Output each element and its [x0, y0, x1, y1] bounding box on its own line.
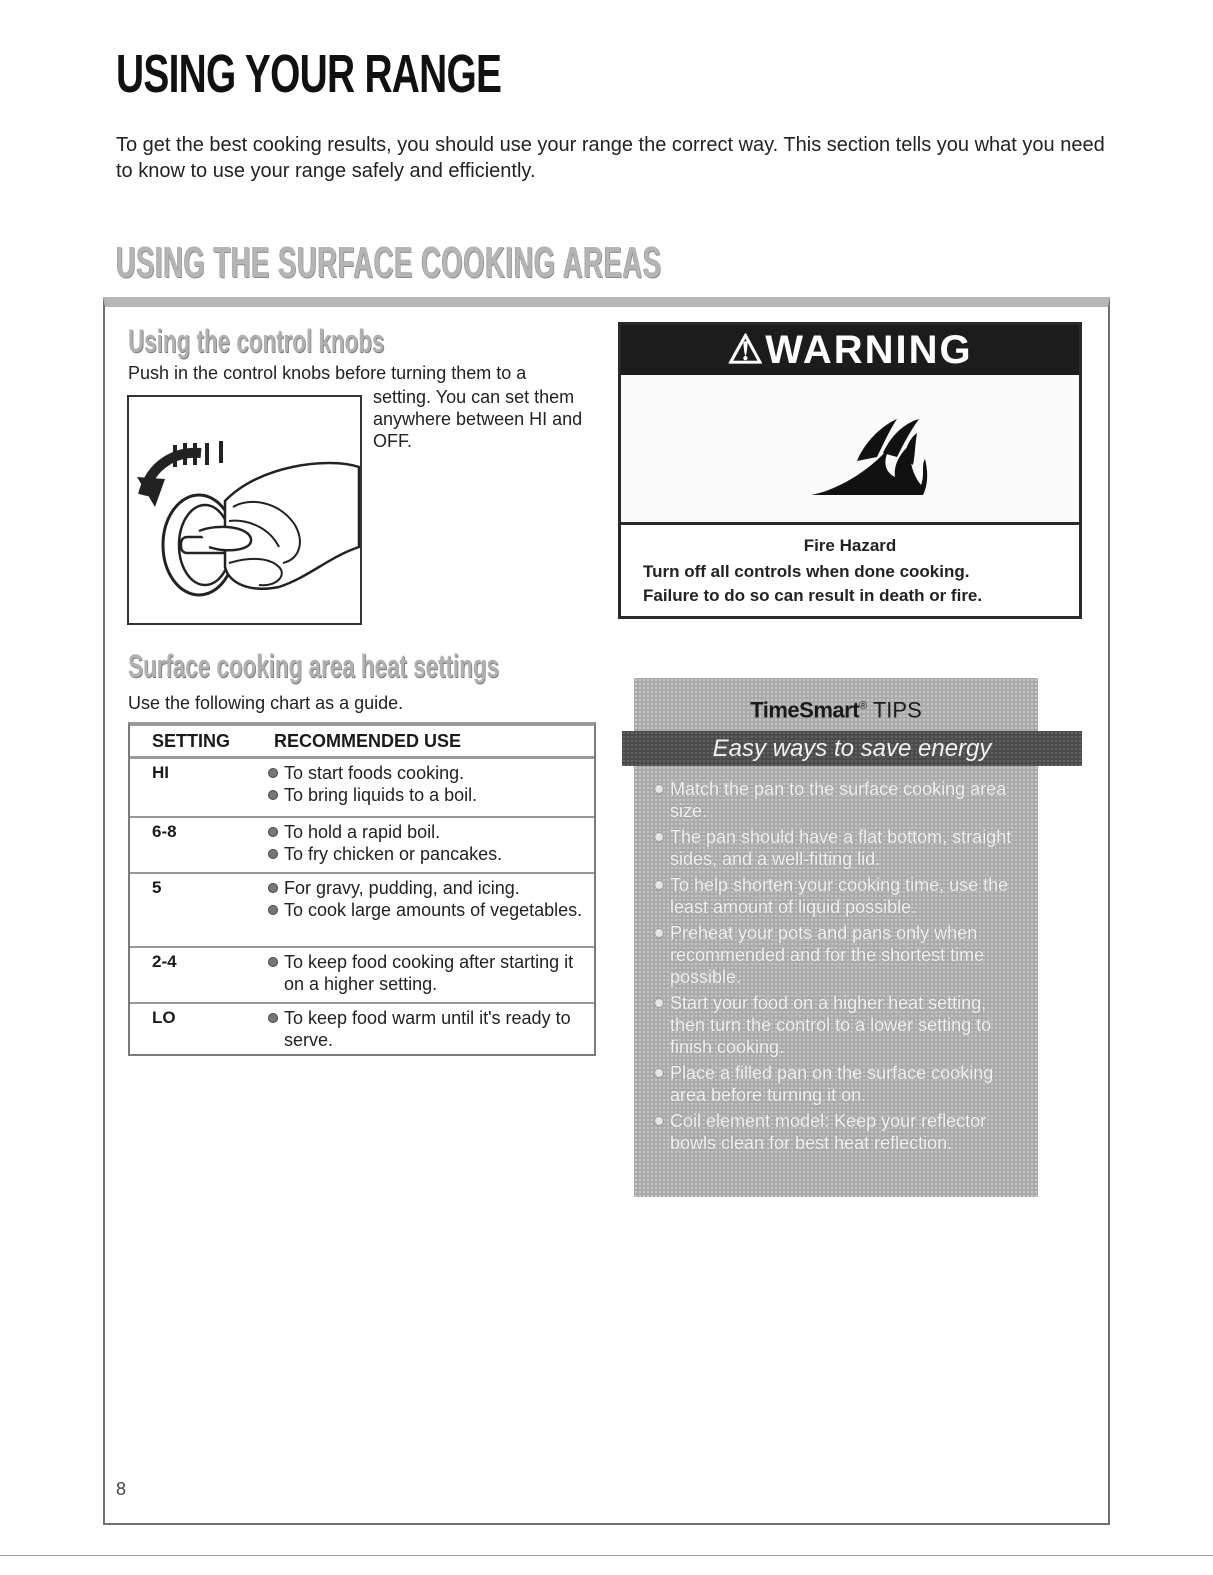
- row-uses: [266, 1007, 586, 1051]
- bullet-icon: [654, 880, 664, 890]
- use-text: To keep food cooking after starting it on a higher setting.: [284, 952, 574, 994]
- use-text: To fry chicken or pancakes.: [284, 844, 503, 864]
- table-row: [130, 818, 594, 874]
- use-text: To bring liquids to a boil.: [284, 785, 478, 805]
- table-row: [130, 874, 594, 948]
- tip-text: The pan should have a flat bottom, straight sides, and a well-fitting lid.: [670, 827, 1012, 869]
- tips-title: [634, 692, 1038, 724]
- bullet-icon: [654, 1068, 664, 1078]
- knobs-text-rest: setting. You can set them anywhere between HI and OFF.: [373, 387, 583, 451]
- knobs-heading: Using the control knobs: [128, 323, 385, 359]
- section-title: USING THE SURFACE COOKING AREAS: [116, 238, 662, 287]
- bullet-icon: [654, 928, 664, 938]
- use-text: For gravy, pudding, and icing.: [284, 878, 520, 898]
- row-setting: 6-8: [152, 822, 177, 841]
- knobs-text-line1: Push in the control knobs before turning them to a: [128, 363, 527, 383]
- table-row: [130, 759, 594, 818]
- use-item: [266, 951, 586, 995]
- tip-item: [652, 992, 1024, 1058]
- tips-trademark: ®: [859, 700, 868, 712]
- warning-picture: [621, 375, 1079, 525]
- bullet-icon: [268, 768, 278, 778]
- tips-brand: TimeSmart: [750, 697, 860, 723]
- use-item: [266, 762, 586, 784]
- hand-turning-knob-icon: [129, 397, 360, 623]
- bullet-icon: [654, 998, 664, 1008]
- bullet-icon: [654, 832, 664, 842]
- tips-list: [652, 778, 1024, 1158]
- use-text: To cook large amounts of vegetables.: [284, 900, 583, 920]
- use-item: [266, 1007, 586, 1051]
- tip-text: Start your food on a higher heat setting, then turn the control to a lower setting to finish cooking.: [670, 993, 992, 1057]
- use-item: [266, 843, 586, 865]
- bullet-icon: [268, 957, 278, 967]
- tip-text: To help shorten your cooking time, use the least amount of liquid possible.: [670, 875, 1009, 917]
- row-uses: [266, 877, 586, 921]
- fire-icon: [621, 375, 1079, 525]
- tip-item: [652, 922, 1024, 988]
- table-row: [130, 1004, 594, 1056]
- use-item: [266, 899, 586, 921]
- column-header-setting: SETTING: [152, 731, 231, 751]
- heat-settings-heading: Surface cooking area heat settings: [128, 648, 499, 684]
- knob-illustration: [127, 395, 362, 625]
- bullet-icon: [654, 784, 664, 794]
- bullet-icon: [268, 827, 278, 837]
- intro-paragraph: To get the best cooking results, you should use your range the correct way. This section tells you what you need to know to use your range safely and efficiently.: [116, 134, 1105, 182]
- use-item: [266, 784, 586, 806]
- bullet-icon: [268, 905, 278, 915]
- page-number: 8: [116, 1479, 127, 1499]
- bottom-rule: [0, 1555, 1213, 1556]
- page-title: USING YOUR RANGE: [116, 44, 502, 104]
- row-uses: [266, 762, 586, 806]
- warning-hazard: Fire Hazard: [803, 536, 897, 555]
- warning-line2: Failure to do so can result in death or fire.: [643, 586, 983, 605]
- bullet-icon: [654, 1116, 664, 1126]
- use-item: [266, 821, 586, 843]
- use-text: To start foods cooking.: [284, 763, 465, 783]
- tip-item: [652, 778, 1024, 822]
- row-setting: 5: [152, 878, 162, 897]
- fire-warning-box: [618, 322, 1082, 619]
- tip-text: Coil element model: Keep your reflector bowls clean for best heat reflection.: [670, 1111, 987, 1153]
- tips-banner: Easy ways to save energy: [622, 731, 1082, 766]
- bullet-icon: [268, 790, 278, 800]
- heat-settings-caption: Use the following chart as a guide.: [128, 693, 404, 713]
- tip-text: Match the pan to the surface cooking area size.: [670, 779, 1007, 821]
- bullet-icon: [268, 1013, 278, 1023]
- bullet-icon: [268, 883, 278, 893]
- tip-item: [652, 826, 1024, 870]
- row-uses: [266, 951, 586, 995]
- tips-title-suffix: TIPS: [872, 697, 922, 723]
- row-setting: 2-4: [152, 952, 177, 971]
- warning-triangle-icon: ⚠: [727, 328, 766, 372]
- warning-line1: Turn off all controls when done cooking.: [643, 562, 970, 581]
- heat-settings-table: [128, 722, 596, 1056]
- column-header-use: RECOMMENDED USE: [274, 731, 462, 751]
- use-text: To keep food warm until it's ready to serve.: [284, 1008, 571, 1050]
- table-row: [130, 948, 594, 1004]
- use-text: To hold a rapid boil.: [284, 822, 441, 842]
- tip-item: [652, 874, 1024, 918]
- table-header: [130, 726, 594, 759]
- bullet-icon: [268, 849, 278, 859]
- tip-text: Place a filled pan on the surface cooking area before turning it on.: [670, 1063, 994, 1105]
- row-setting: HI: [152, 763, 169, 782]
- use-item: [266, 877, 586, 899]
- row-uses: [266, 821, 586, 865]
- warning-header: [621, 325, 1079, 375]
- warning-label: WARNING: [765, 328, 973, 372]
- row-setting: LO: [152, 1008, 176, 1027]
- tip-item: [652, 1062, 1024, 1106]
- tip-item: [652, 1110, 1024, 1154]
- tip-text: Preheat your pots and pans only when recommended and for the shortest time possible.: [670, 923, 985, 987]
